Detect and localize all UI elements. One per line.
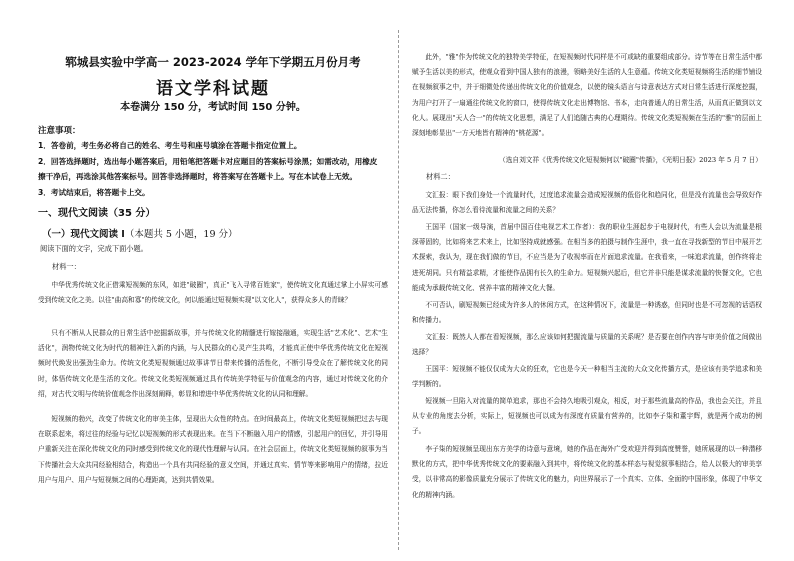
interview-paragraph: 文汇报：眼下我们身处一个流量时代，过度追求流量会造成短视频的低俗化和趋同化，但是没有流量也会导致好作品无法传播，你怎么看待流量和流量之间的关系？	[412, 191, 762, 215]
interview-paragraph: 短视频一旦陷入对流量的简单追求，那也不会持久地吸引观众，相反，对于那些流量高的作品，我也会关注，并且从专业的角度去分析，实际上，短视频也可以成为有深度有质量有营养的，比如李子柒和董宇辉，就是两个成功的例子。	[412, 397, 762, 436]
material-one-paragraph: 短视频的勃兴，改变了传统文化的审美主体，呈现出大众性的特点。在时间最高上，传统文化类短视频把过去与现在联系起来，将过往的经验与记忆以短视频的形式表现出来。在当下不断融入用户的情感，引起用户的回忆，并引导用户重新关注在深化传统文化的同时感受到传统文化的现代性理解与认同。在社会层面上，传统文化类短视频的叙事为当下传播社会大众共同经验相结合，构造出一个具有共同经验的意义空间，并通过真实、情节等来影响用户的情绪，拉近用户与用户、用户与短视频之间的心理距离，达到共情效果。	[38, 415, 388, 484]
column-divider	[398, 30, 399, 550]
subsection-label: （一）现代文阅读 Ⅰ	[42, 229, 125, 240]
section-title: 一、现代文阅读（35 分）	[38, 208, 156, 219]
notes-heading: 注意事项：	[38, 126, 81, 136]
notes-item: 2．回答选择题时，选出每小题答案后，用铅笔把答题卡对应题目的答案标号涂黑；如需改动，用橡皮	[38, 156, 378, 166]
score-line: 本卷满分 150 分，考试时间 150 分钟。	[120, 102, 306, 113]
material-two-label: 材料二：	[426, 172, 455, 181]
subject-title: 语文学科试题	[156, 79, 270, 99]
interview-paragraph: 文汇报：既然人人都在看短视频，那么应该如何把握流量与质量的关系呢？是否要在创作内容与审美价值之间做出选择？	[412, 333, 762, 357]
material-one-continued: 此外，"雅"作为传统文化的独特美学特征，在短视频时代同样是不可或缺的重要组成部分。诗节等在日常生活中都赋予生活以美的形式，使观众看到中国人独有的浪漫，领略美好生活的人生意蕴。传统文化类短视频将生活的细节铺设在视频叙事之中，并于细微处传递出传统文化的价值观念，以使的镜头语言与诗意表达方式对日常生活进行深度挖掘，为用户打开了一扇通往传统文化的窗口，使得传统文化走出博物馆、书本，走向普通人的日常生活，从而真正做到以文化人。展现出"天人合一"的传统文化思想，满足了人们追随古典的心理期待。传统文化类短视频在生活的"雅"的层面上深刻地彰显出"一方天地皆有精神的"桃花源"。	[412, 53, 762, 138]
material-one-paragraph: 只有不断从人民群众的日常生活中挖掘新故事，并与传统文化的精髓进行嫁接融通，实现生活"艺术化"、艺术"生活化"，润物传统文化为时代的精神注入新的内涵，与人民群众的心灵产生共鸣，才能真正使中华优秀传统文化在短视频时代焕发出强劲生命力。传统文化类短视频通过故事讲节日带来传播的活性化，不断引导受众在了解传统文化的同时，体悟传统文化是生活的文化。传统文化类短视频通过具有传统美学特征与价值观念的内容，通过对传统文化的介绍，对古代文明与传统价值观念作出深刻阐释，彰显和增进中华优秀传统文化的认同和理解。	[38, 329, 388, 398]
notes-item: 3．考试结束后，将答题卡上交。	[38, 187, 150, 197]
interview-paragraph: 李子柒的短视频呈现出东方美学的诗意与意境，她的作品在海外广受欢迎并得到高度赞誉，她所展现的以一种潜移默化的方式，把中华优秀传统文化的要素融入到其中，将传统文化的基本样态与视觉叙事相结合，给人以极大的审美享受，以非常高的影像质量充分展示了传统文化的魅力，向世界展示了一个真实、立体、全面的中国形象，体现了中华文化的精神内涵。	[412, 445, 762, 499]
material-one-source: （选自刘文祥《优秀传统文化短视频何以"破圈"传播》，《光明日报》2023 年 5 月 7 日）	[499, 156, 762, 164]
subsection-note: （本题共 5 小题，19 分）	[124, 229, 238, 240]
exam-title: 郓城县实验中学高一 2023-2024 学年下学期五月份月考	[65, 55, 361, 69]
interview-paragraph: 王国平：短视频不能仅仅成为大众的狂欢，它也是今天一种相当主流的大众文化传播方式，是应该有美学追求和美学判断的。	[412, 365, 762, 389]
material-one-label: 材料一：	[52, 262, 81, 271]
notes-list	[38, 138, 388, 200]
interview-paragraph: 王国平（国家一级导演，首届中国百佳电视艺术工作者）：我的职业生涯起步于电视时代，有些人会以为流量是根深蒂固的，比如将来艺术来上，比如坚持成就感强。在相当多的拍摄与制作生涯中，我一直在寻找新型的节目中展开艺术探索，我认为，现在我们做的节目，不应当是为了收视率而在片面追求流量。在我看来，一味追求流量，创作终将走进死胡同。只有精益求精，才能使作品拥有长久的生命力。短视频兴起后，但它并非只能是谋求流量的快餐文化，它也能成为承载传统文化、营养丰富的精神文化大餐。	[412, 223, 762, 292]
interview-paragraph: 不可否认，刷短视频已经成为许多人的休闲方式，在这种情况下，流量是一种诱惑，但同时也是不可忽视的话语权和传播力。	[412, 301, 762, 325]
material-one-paragraph: 中华优秀传统文化正借乘短视频的东风，如进"破圈"，真正"飞入寻常百姓家"，使传统文化真通过掌上小屏实可感受到传统文化之美。以往"曲高和寡"的传统文化，何以能通过短视频实现"以文化人"，获得众多人的青睐？	[38, 281, 388, 305]
subsection-title	[42, 226, 238, 240]
notes-item: 1．答卷前，考生务必将自己的姓名、考生号和座号填涂在答题卡指定位置上。	[38, 141, 302, 150]
notes-item: 擦干净后，再选涂其他答案标号。回答非选择题时，将答案写在答题卡上。写在本试卷上无效。	[38, 172, 357, 181]
reading-instruction: 阅读下面的文字，完成下面小题。	[40, 244, 148, 253]
